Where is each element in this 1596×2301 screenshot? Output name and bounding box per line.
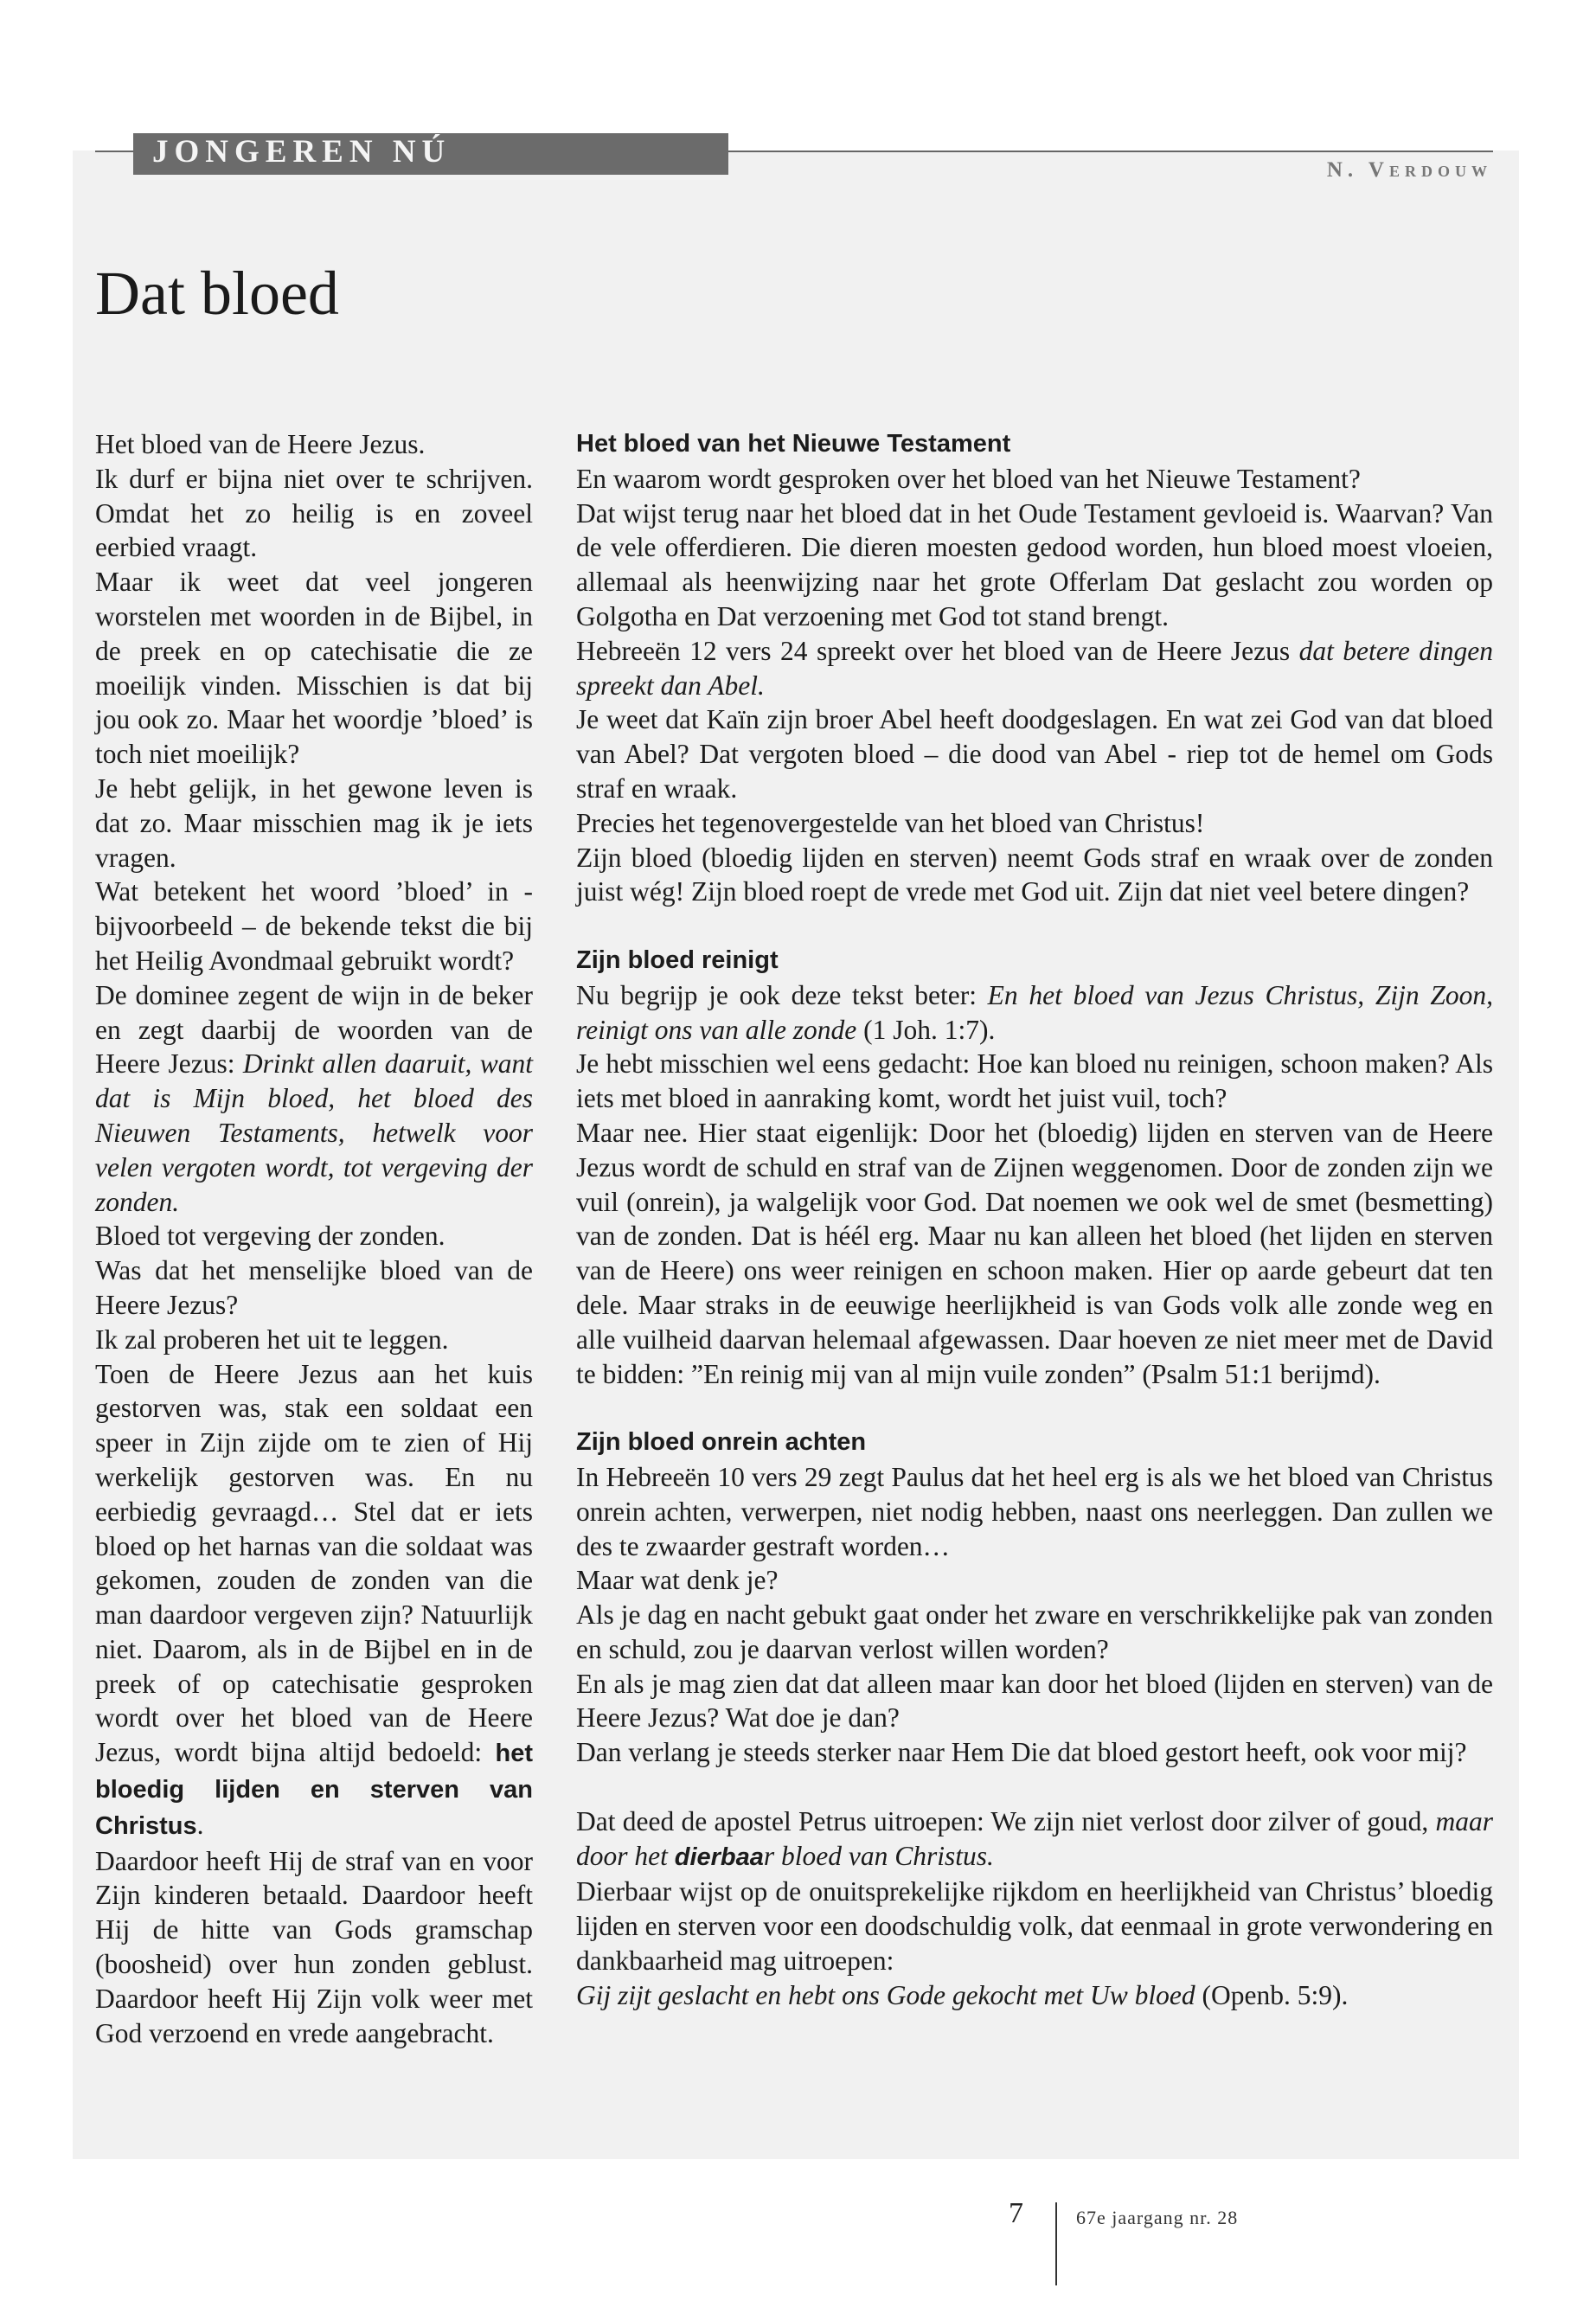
paragraph: Maar nee. Hier staat eigenlijk: Door het (bloedig) lijden en sterven van de Heere Jezus wordt de schuld en straf van de Zijnen weggenomen. Door de zonden zijn we vuil (onrein), ja walgelijk voor God. Dat noemen we ook wel de smet (besmetting) van de zonden. Dat is héél erg. Maar nu kan alleen het bloed (het lijden en sterven van de Heere) ons weer reinigen en schoon maken. Hier op aarde gebeurt dat ten dele. Maar straks in de eeuwige heerlijkheid is van Gods volk alle zonde weg en alle vuilheid daarvan helemaal afgewassen. Daar hoeven ze niet meer met de David te bidden: ”En reinig mij van al mijn vuile zonden” (Psalm 51:1 berijmd).	[576, 1117, 1493, 1389]
article-title: Dat bloed	[95, 259, 339, 328]
right-column	[576, 427, 1493, 2013]
paragraph: Ik durf er bijna niet over te schrijven. Omdat het zo heilig is en zoveel eerbied vraagt.	[95, 463, 533, 563]
paragraph: Als je dag en nacht gebukt gaat onder het zware en verschrikkelijke pak van zonden en schuld, zou je daarvan verlost willen worden?	[576, 1599, 1493, 1664]
section-heading: Het bloed van het Nieuwe Testament	[576, 430, 1011, 458]
paragraph: Gij zijt geslacht en hebt ons Gode gekocht met Uw bloed (Openb. 5:9).	[576, 1979, 1349, 2010]
paragraph: Ik zal proberen het uit te leggen.	[95, 1324, 449, 1355]
author-name: N. Verdouw	[1326, 158, 1492, 182]
section-label: JONGEREN NÚ	[152, 134, 452, 170]
paragraph: Precies het tegenovergestelde van het bloed van Christus!	[576, 807, 1205, 838]
bible-quote: dat betere dingen spreekt dan Abel.	[576, 635, 1493, 701]
paragraph: Dan verlang je steeds sterker naar Hem Die dat bloed gestort heeft, ook voor mij?	[576, 1737, 1467, 1768]
paragraph: In Hebreeën 10 vers 29 zegt Paulus dat het heel erg is als we het bloed van Christus onrein achten, verwerpen, niet nodig hebben, naast ons neerleggen. Dan zullen we des te zwaarder gestraft worden…	[576, 1461, 1493, 1561]
paragraph: En waarom wordt gesproken over het bloed van het Nieuwe Testament?	[576, 463, 1361, 494]
paragraph: Je hebt misschien wel eens gedacht: Hoe kan bloed nu reinigen, schoon maken? Als iets met bloed in aanraking komt, wordt het juist vuil, toch?	[576, 1048, 1493, 1114]
paragraph: En als je mag zien dat dat alleen maar kan door het bloed (lijden en sterven) van de Heere Jezus? Wat doe je dan?	[576, 1668, 1493, 1734]
paragraph: Wat betekent het woord ’bloed’ in - bijvoorbeeld – de bekende tekst die bij het Heilig Avondmaal gebruikt wordt?	[95, 876, 533, 976]
emphasis: het bloedig lijden en sterven van Christus	[95, 1740, 533, 1840]
page-number: 7	[1009, 2197, 1023, 2229]
issue-label: 67e jaargang nr. 28	[1076, 2207, 1239, 2228]
paragraph: Was dat het menselijke bloed van de Heere Jezus?	[95, 1255, 533, 1320]
paragraph: Je weet dat Kaïn zijn broer Abel heeft doodgeslagen. En wat zei God van dat bloed van Abel? Dat vergoten bloed – die dood van Abel - riep tot de hemel om Gods straf en wraak.	[576, 704, 1493, 804]
bible-quote: Gij zijt geslacht en hebt ons Gode gekocht met Uw bloed	[576, 1979, 1195, 2010]
paragraph: Dat wijst terug naar het bloed dat in het Oude Testament gevloeid is. Waarvan? Van de vele offerdieren. Die dieren moesten gedood worden, hun bloed moest vloeien, allemaal als heenwijzing naar het grote Offerlam Dat geslacht zou worden op Golgotha en Dat verzoening met God tot stand brengt.	[576, 497, 1493, 631]
paragraph: Dat deed de apostel Petrus uitroepen: We zijn niet verlost door zilver of goud, maar door het dierbaar bloed van Christus.	[576, 1805, 1493, 1871]
emphasis: dierbaa	[674, 1843, 764, 1871]
paragraph: Nu begrijp je ook deze tekst beter: En het bloed van Jezus Christus, Zijn Zoon, reinigt ons van alle zonde (1 Joh. 1:7).	[576, 979, 1493, 1045]
left-column	[95, 427, 533, 2050]
section-heading: Zijn bloed reinigt	[576, 945, 779, 974]
paragraph: Je hebt gelijk, in het gewone leven is dat zo. Maar misschien mag ik je iets vragen.	[95, 772, 533, 873]
paragraph: Hebreeën 12 vers 24 spreekt over het bloed van de Heere Jezus dat betere dingen spreekt dan Abel.	[576, 635, 1493, 701]
paragraph: De dominee zegent de wijn in de beker en zegt daarbij de woorden van de Heere Jezus: Drinkt allen daaruit, want dat is Mijn bloed, het bloed des Nieuwen Testaments, hetwelk voor velen vergoten wordt, tot vergeving der zonden.	[95, 979, 534, 1217]
paragraph: Zijn bloed (bloedig lijden en sterven) neemt Gods straf en wraak over de zonden juist wég! Zijn bloed roept de vrede met God uit. Zijn dat niet veel betere dingen?	[576, 842, 1493, 907]
paragraph: Het bloed van de Heere Jezus.	[95, 429, 426, 459]
bible-quote: Drinkt allen daaruit, want dat is Mijn bloed, het bloed des Nieuwen Testaments, hetwelk voor velen vergoten wordt, tot vergeving der zonden.	[95, 1048, 534, 1217]
section-heading: Zijn bloed onrein achten	[576, 1428, 867, 1457]
paragraph: Maar ik weet dat veel jongeren worstelen met woorden in de Bijbel, in de preek en op catechisatie die ze moeilijk vinden. Misschien is dat bij jou ook zo. Maar het woordje ’bloed’ is toch niet moeilijk?	[95, 567, 533, 770]
header-rule-left	[95, 151, 133, 152]
paragraph: Maar wat denk je?	[576, 1565, 779, 1596]
bible-quote: En het bloed van Jezus Christus, Zijn Zoon, reinigt ons van alle zonde	[576, 979, 1493, 1045]
paragraph: Bloed tot vergeving der zonden.	[95, 1221, 445, 1252]
paragraph: Dierbaar wijst op de onuitsprekelijke rijkdom en heerlijkheid van Christus’ bloedig lijden en sterven voor een doodschuldig volk, dat eenmaal in grote verwondering en dankbaarheid mag uitroepen:	[576, 1876, 1493, 1977]
footer-divider	[1055, 2202, 1057, 2285]
header-rule-right	[728, 151, 1493, 152]
paragraph: Daardoor heeft Hij de straf van en voor Zijn kinderen betaald. Daardoor heeft Hij de hitte van Gods gramschap (boosheid) over hun zonden geblust. Daardoor heeft Hij Zijn volk weer met God verzoend en vrede aangebracht.	[95, 1845, 533, 2048]
paragraph: Toen de Heere Jezus aan het kuis gestorven was, stak een soldaat een speer in Zijn zijde om te zien of Hij werkelijk gestorven was. En nu eerbiedig gevraagd… Stel dat er iets bloed op het harnas van die soldaat was gekomen, zouden de zonden van die man daardoor vergeven zijn? Natuurlijk niet. Daarom, als in de Bijbel en in de preek of op catechisatie gesproken wordt over het bloed van de Heere Jezus, wordt bijna altijd bedoeld: het bloedig lijden en sterven van Christus.	[95, 1358, 533, 1840]
